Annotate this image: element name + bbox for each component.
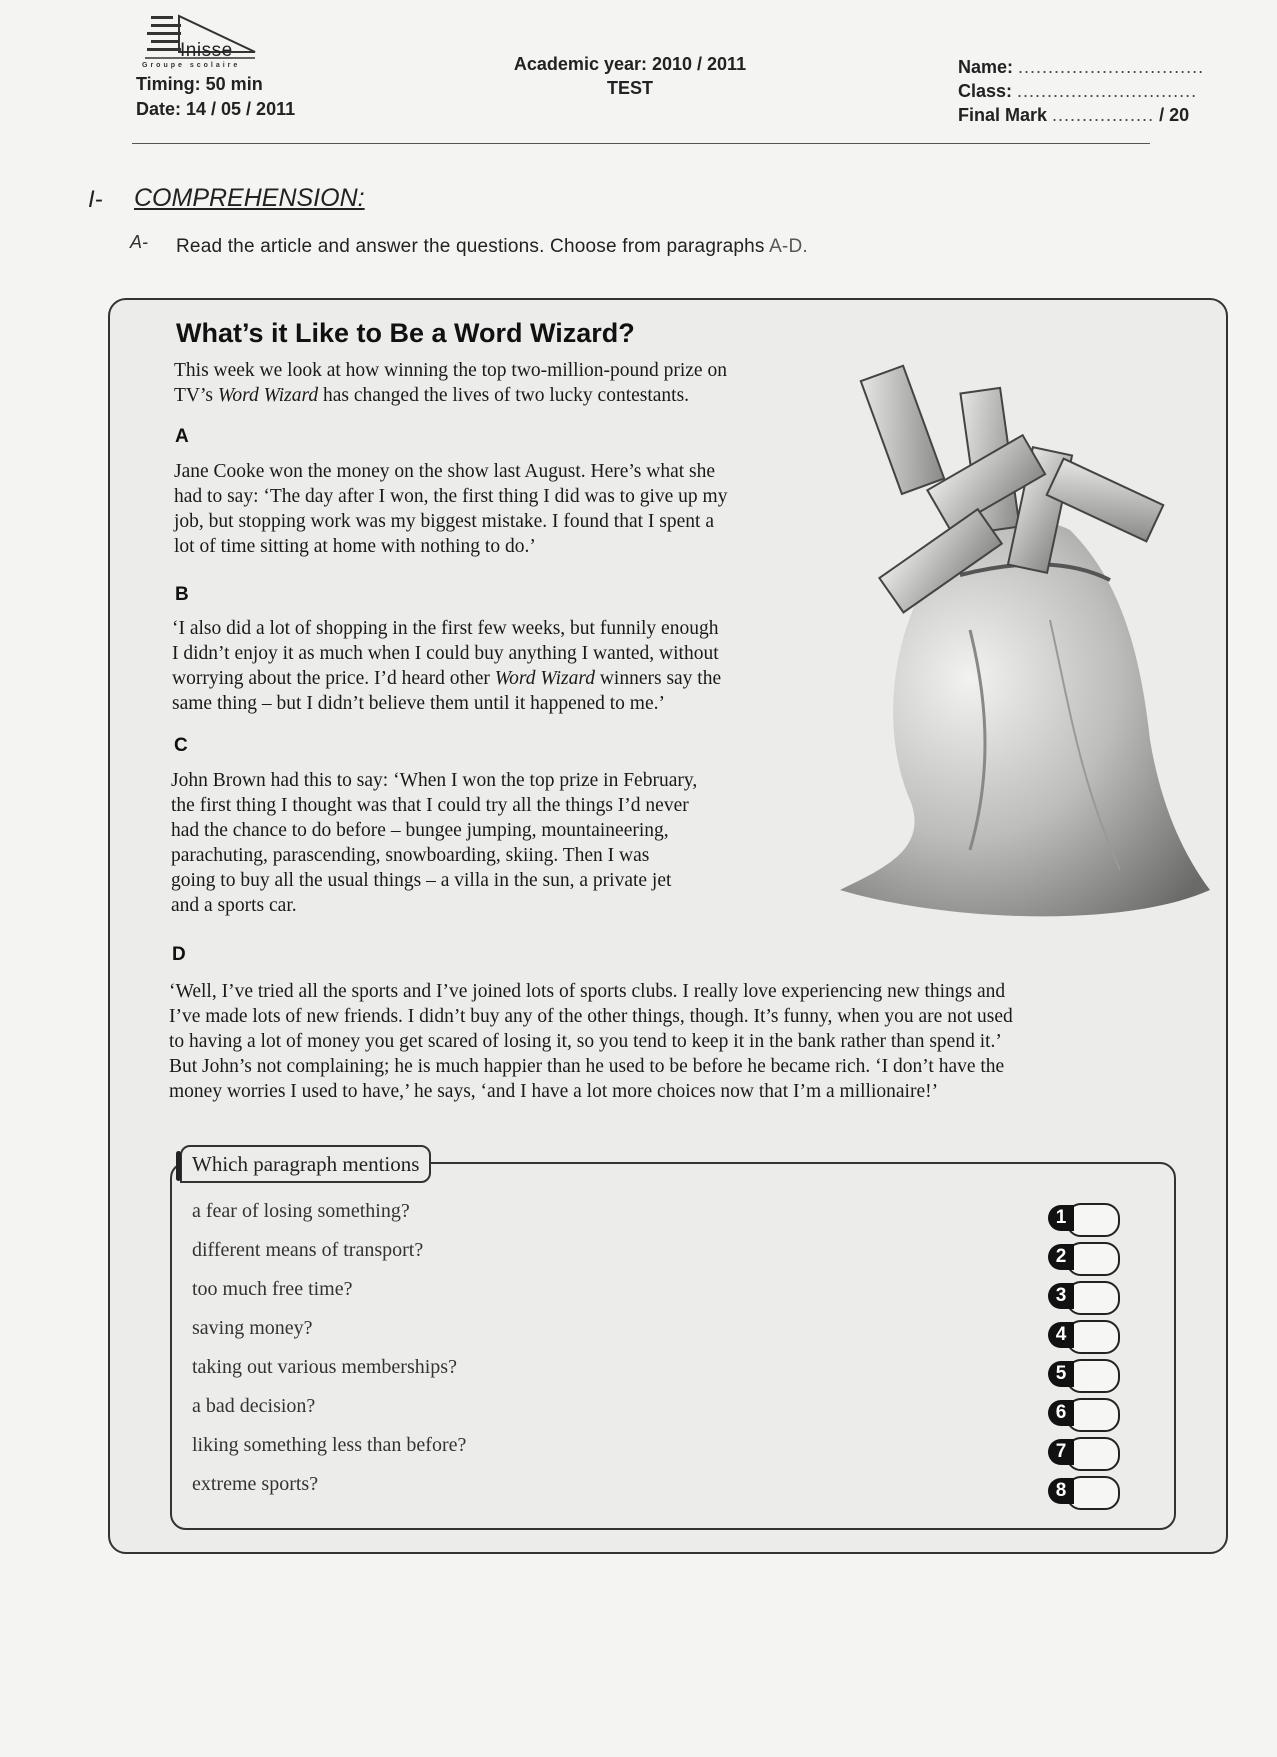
class-row[interactable] [958, 79, 1204, 103]
paragraph-line-end: winners say the [594, 668, 722, 689]
final-mark-label: Final Mark [958, 105, 1048, 125]
questions-heading: Which paragraph mentions [180, 1145, 431, 1183]
instruction-range: A-D. [769, 236, 808, 257]
question-number-badge: 5 [1048, 1361, 1074, 1387]
answer-box-3[interactable] [1048, 1281, 1120, 1313]
intro-line-2 [174, 383, 834, 408]
header-divider [132, 143, 1150, 144]
paragraph-line: going to buy all the usual things – a villa in the sun, a private jet [171, 870, 672, 891]
paragraph-line-start: worrying about the price. I’d heard other [172, 668, 495, 689]
question-number-badge: 2 [1048, 1244, 1074, 1270]
intro-line-1: This week we look at how winning the top two-million-pound prize on [174, 360, 727, 381]
class-label: Class: [958, 81, 1013, 101]
subsection-letter: A- [130, 232, 148, 252]
paragraph-line: had the chance to do before – bungee jumping, mountaineering, [171, 820, 669, 841]
paragraph-line: I’ve made lots of new friends. I didn’t buy any of the other things, though. It’s funny, when you are not used [169, 1006, 1013, 1027]
paragraph-label-b: B [175, 584, 189, 605]
section-title: COMPREHENSION: [134, 184, 365, 212]
final-mark-total: / 20 [1159, 105, 1190, 125]
name-row[interactable] [958, 55, 1204, 79]
answer-input[interactable] [1066, 1320, 1120, 1354]
paragraph-line: I didn’t enjoy it as much when I could buy anything I wanted, without [172, 643, 719, 664]
question-7-text: liking something less than before? [192, 1434, 467, 1456]
answer-input[interactable] [1066, 1281, 1120, 1315]
answer-box-1[interactable] [1048, 1203, 1120, 1235]
paragraph-line: But John’s not complaining; he is much happier than he used to be before he became rich. ‘I don’t have the [169, 1056, 1005, 1077]
paragraph-label-c: C [174, 735, 188, 756]
answer-box-5[interactable] [1048, 1359, 1120, 1391]
question-3-text: too much free time? [192, 1278, 353, 1300]
intro-line-2-end: has changed the lives of two lucky contestants. [318, 385, 690, 406]
name-label: Name: [958, 57, 1014, 77]
article-intro [174, 358, 834, 408]
question-6-text: a bad decision? [192, 1395, 316, 1417]
name-field[interactable]: ............................... [1018, 57, 1205, 77]
paragraph-a [174, 459, 834, 559]
paragraph-line: parachuting, parascending, snowboarding, skiing. Then I was [171, 845, 650, 866]
instruction-text [176, 236, 808, 258]
question-number-badge: 8 [1048, 1478, 1074, 1504]
answer-input[interactable] [1066, 1476, 1120, 1510]
paragraph-d [169, 979, 1169, 1104]
paragraph-line: lot of time sitting at home with nothing to do.’ [174, 536, 536, 557]
answer-box-4[interactable] [1048, 1320, 1120, 1352]
question-8-text: extreme sports? [192, 1473, 319, 1495]
question-number-badge: 4 [1048, 1322, 1074, 1348]
timing-text: Timing: 50 min [136, 74, 263, 94]
paragraph-label-d: D [172, 944, 186, 965]
paragraph-line: the first thing I thought was that I could try all the things I’d never [171, 795, 689, 816]
paragraph-line: money worries I used to have,’ he says, ‘and I have a lot more choices now that I’m a millionaire!’ [169, 1081, 939, 1102]
question-2-text: different means of transport? [192, 1239, 424, 1261]
show-name: Word Wizard [494, 668, 595, 689]
date-text: Date: 14 / 05 / 2011 [136, 99, 296, 119]
paragraph-line: same thing – but I didn’t believe them until it happened to me.’ [172, 693, 665, 714]
answer-input[interactable] [1066, 1437, 1120, 1471]
article-title: What’s it Like to Be a Word Wizard? [176, 318, 635, 348]
header-left [136, 72, 295, 122]
intro-line-2-start: TV’s [174, 385, 218, 406]
question-number-badge: 7 [1048, 1439, 1074, 1465]
answer-box-6[interactable] [1048, 1398, 1120, 1430]
section-number: I- [88, 186, 103, 213]
answer-box-2[interactable] [1048, 1242, 1120, 1274]
paragraph-line: Jane Cooke won the money on the show last August. Here’s what she [174, 461, 716, 482]
academic-year-text: Academic year: 2010 / 2011 [513, 54, 747, 74]
paragraph-b [172, 616, 842, 716]
paragraph-label-a: A [175, 426, 189, 447]
student-info [958, 55, 1204, 127]
paragraph-line: job, but stopping work was my biggest mistake. I found that I spent a [174, 511, 714, 532]
question-5-text: taking out various memberships? [192, 1356, 457, 1378]
paragraph-line: ‘I also did a lot of shopping in the first few weeks, but funnily enough [172, 618, 719, 639]
paragraph-c [171, 768, 821, 918]
paragraph-line: ‘Well, I’ve tried all the sports and I’ve joined lots of sports clubs. I really love experiencing new things and [169, 981, 1006, 1002]
paragraph-line: had to say: ‘The day after I won, the first thing I did was to give up my [174, 486, 728, 507]
answer-input[interactable] [1066, 1242, 1120, 1276]
header-center [480, 52, 780, 100]
question-1-text: a fear of losing something? [192, 1200, 410, 1222]
answer-input[interactable] [1066, 1359, 1120, 1393]
paragraph-line: to having a lot of money you get scared of losing it, so you tend to keep it in the bank rather than spend it.’ [169, 1031, 1002, 1052]
answer-input[interactable] [1066, 1398, 1120, 1432]
question-4-text: saving money? [192, 1317, 313, 1339]
question-number-badge: 6 [1048, 1400, 1074, 1426]
logo-subtitle: Groupe scolaire [142, 62, 241, 69]
instruction-main: Read the article and answer the questions. Choose from paragraphs [176, 236, 765, 257]
question-number-badge: 3 [1048, 1283, 1074, 1309]
final-mark-field[interactable]: ................. [1052, 105, 1155, 125]
logo-word: Inisse [180, 40, 233, 61]
question-number-badge: 1 [1048, 1205, 1074, 1231]
paragraph-line: John Brown had this to say: ‘When I won the top prize in February, [171, 770, 698, 791]
test-label: TEST [606, 78, 653, 98]
answer-box-7[interactable] [1048, 1437, 1120, 1469]
final-mark-row[interactable] [958, 103, 1204, 127]
class-field[interactable]: .............................. [1017, 81, 1198, 101]
show-name: Word Wizard [217, 385, 319, 406]
paragraph-line: and a sports car. [171, 895, 297, 916]
answer-box-8[interactable] [1048, 1476, 1120, 1508]
paragraph-line [172, 666, 842, 691]
answer-input[interactable] [1066, 1203, 1120, 1237]
money-bag-illustration [820, 330, 1220, 930]
